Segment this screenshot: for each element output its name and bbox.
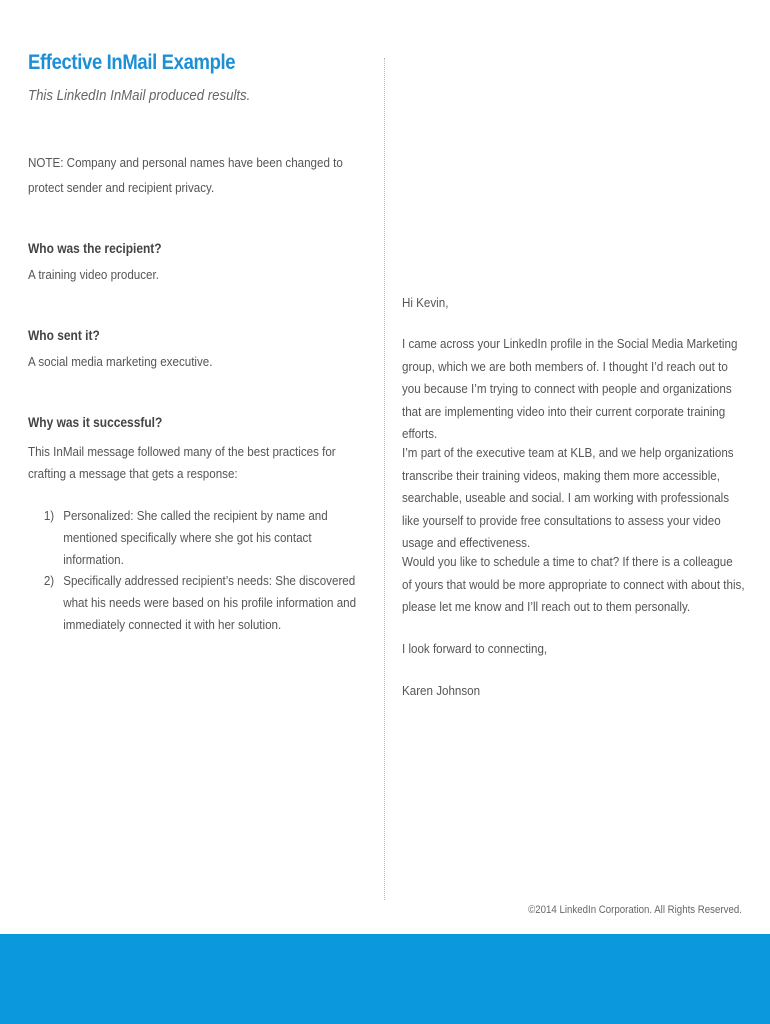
- sender-answer: A social media marketing executive.: [28, 354, 213, 369]
- reason-text: Specifically addressed recipient’s needs: She discovered what his needs were based on his profile information and immediately connected it with her solution.: [63, 573, 357, 632]
- page-title: Effective InMail Example: [28, 51, 236, 74]
- email-paragraph: I came across your LinkedIn profile in the Social Media Marketing group, which we are both members of. I thought I’d reach out to you because I’m trying to connect with people and organizations that are implementing video into their current corporate training efforts.: [402, 336, 738, 441]
- reason-number: 1): [43, 508, 55, 523]
- copyright-notice: ©2014 LinkedIn Corporation. All Rights Reserved.: [528, 904, 742, 916]
- recipient-answer: A training video producer.: [28, 267, 159, 282]
- page-subtitle: This LinkedIn InMail produced results.: [28, 87, 251, 104]
- column-divider: [384, 58, 385, 900]
- reason-number: 2): [43, 573, 55, 588]
- recipient-heading: Who was the recipient?: [28, 241, 162, 256]
- email-closing: I look forward to connecting,: [402, 641, 548, 656]
- sender-heading: Who sent it?: [28, 328, 100, 343]
- email-paragraph: I’m part of the executive team at KLB, and we help organizations transcribe their training videos, making them more accessible, searchable, useable and social. I am working with professionals like yourself to provide free consultations to assess your video usage and effectiveness.: [402, 445, 734, 550]
- privacy-note: NOTE: Company and personal names have been changed to protect sender and recipient privacy.: [28, 155, 343, 195]
- why-intro: This InMail message followed many of the best practices for crafting a message that gets a response:: [28, 444, 336, 481]
- email-greeting: Hi Kevin,: [402, 295, 449, 310]
- reason-text: Personalized: She called the recipient by name and mentioned specifically where she got his contact information.: [63, 508, 328, 567]
- email-signature: Karen Johnson: [402, 683, 481, 698]
- footer-band: [0, 934, 770, 1024]
- why-heading: Why was it successful?: [28, 415, 163, 430]
- email-paragraph: Would you like to schedule a time to chat? If there is a colleague of yours that would be more appropriate to connect with about this, please let me know and I’ll reach out to them personally.: [402, 554, 745, 614]
